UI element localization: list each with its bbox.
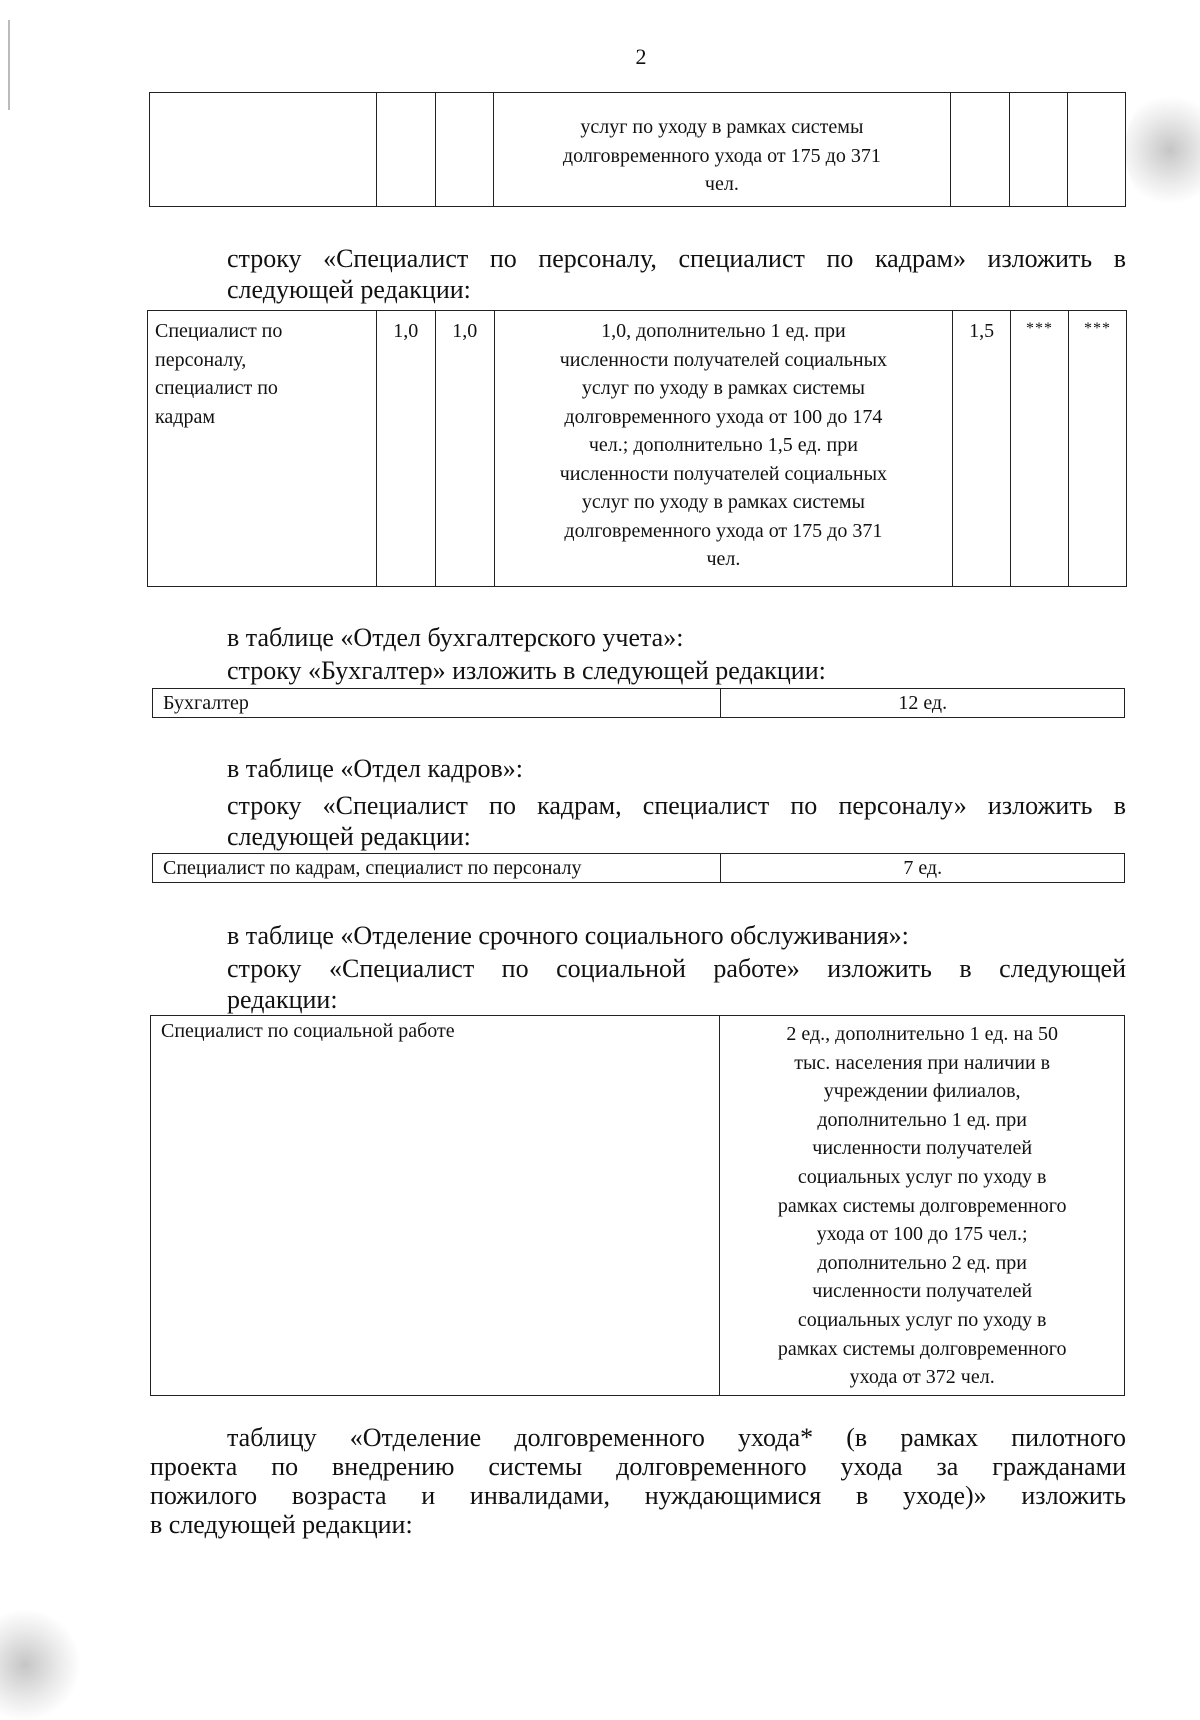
paragraph-line: таблицу «Отделение долговременного ухода* (в рамках пилотного [227, 1423, 1126, 1452]
paragraph-line: следующей редакции: [227, 275, 471, 304]
value-line: численности получателей [812, 1137, 1033, 1160]
value-line: социальных услуг по уходу в [797, 1165, 1047, 1188]
table-row [153, 689, 1125, 718]
cell-col6 [1010, 93, 1068, 207]
value-line: дополнительно 1 ед. при [817, 1108, 1027, 1131]
cell-col5: 1,5 [953, 311, 1011, 587]
name-line: кадрам [155, 405, 215, 428]
paragraph-line: строку «Специалист по социальной работе» изложить в следующей [227, 954, 1126, 983]
paragraph-personnel-intro [227, 243, 1126, 305]
cell-name [150, 93, 377, 207]
paragraph-urgent-service-table: в таблице «Отделение срочного социального обслуживания»: [227, 921, 909, 950]
description-line: чел.; дополнительно 1,5 ед. при [588, 434, 858, 456]
description-line: численности получателей социальных [559, 348, 888, 371]
description-line: услуг по уходу в рамках системы [580, 116, 864, 138]
value-line: рамках системы долговременного [777, 1194, 1067, 1217]
table-continued [149, 92, 1126, 207]
table-row [153, 854, 1125, 883]
name-line: Специалист по [155, 320, 283, 342]
value-line: социальных услуг по уходу в [797, 1308, 1047, 1331]
cell-col7 [1068, 93, 1126, 207]
paragraph-line: в следующей редакции: [150, 1510, 413, 1539]
cell-col2: 1,0 [376, 311, 435, 587]
scan-smudge-top-right [1125, 90, 1200, 210]
cell-col5 [951, 93, 1010, 207]
page-number: 2 [635, 44, 647, 69]
cell-col3 [435, 93, 493, 207]
paragraph-line: следующей редакции: [227, 822, 471, 851]
value-line: дополнительно 2 ед. при [817, 1251, 1027, 1274]
cell-value: 12 ед. [721, 689, 1125, 718]
paragraph-line: проекта по внедрению системы долговременного ухода за гражданами [150, 1452, 1126, 1481]
value-line: ухода от 372 чел. [849, 1366, 995, 1389]
paragraph-line: пожилого возраста и инвалидами, нуждающимися в уходе)» изложить [150, 1481, 1126, 1510]
table-hr [152, 853, 1125, 883]
value-line: 2 ед., дополнительно 1 ед. на 50 [786, 1023, 1058, 1045]
paragraph-line: строку «Специалист по кадрам, специалист по персоналу» изложить в [227, 791, 1126, 820]
paragraph-line: строку «Специалист по персоналу, специалист по кадрам» изложить в [227, 244, 1126, 273]
cell-description [493, 93, 951, 207]
name-line: специалист по [155, 377, 278, 399]
description-line: услуг по уходу в рамках системы [581, 377, 865, 399]
cell-name: Бухгалтер [153, 689, 721, 718]
table-row [150, 93, 1126, 207]
paragraph-accounting-table: в таблице «Отдел бухгалтерского учета»: [227, 623, 684, 652]
table-social-worker [150, 1015, 1125, 1396]
description-line: чел. [706, 548, 741, 570]
cell-col6: *** [1011, 311, 1069, 587]
value-line: учреждении филиалов, [823, 1080, 1021, 1103]
cell-description [494, 311, 952, 587]
description-line: численности получателей социальных [559, 462, 888, 485]
paragraph-long-term-care-table [150, 1423, 1126, 1539]
cell-col2 [376, 93, 435, 207]
paragraph-line: редакции: [227, 985, 338, 1014]
scan-smudge-bottom-left [0, 1610, 80, 1720]
cell-name [148, 311, 377, 587]
table-row [148, 311, 1127, 587]
paragraph-hr-table: в таблице «Отдел кадров»: [227, 754, 523, 783]
cell-value: 7 ед. [721, 854, 1125, 883]
paragraph-hr-intro [227, 790, 1126, 852]
name-line: персоналу, [155, 348, 247, 371]
cell-value [720, 1016, 1125, 1396]
description-line: 1,0, дополнительно 1 ед. при [601, 320, 846, 342]
value-line: ухода от 100 до 175 чел.; [816, 1223, 1028, 1246]
paragraph-social-worker-intro [227, 953, 1126, 1015]
table-row [151, 1016, 1125, 1396]
cell-col7: *** [1069, 311, 1127, 587]
value-line: численности получателей [812, 1280, 1033, 1303]
paragraph-accountant-row: строку «Бухгалтер» изложить в следующей редакции: [227, 656, 826, 685]
table-accountant [152, 688, 1125, 718]
description-line: долговременного ухода от 175 до 371 [562, 144, 881, 167]
cell-name: Специалист по социальной работе [151, 1016, 720, 1396]
value-line: рамках системы долговременного [777, 1337, 1067, 1360]
description-line: долговременного ухода от 100 до 174 [564, 405, 883, 428]
description-line: долговременного ухода от 175 до 371 [564, 519, 883, 542]
description-line: услуг по уходу в рамках системы [581, 491, 865, 513]
table-personnel [147, 310, 1127, 587]
value-line: тыс. населения при наличии в [794, 1051, 1051, 1074]
description-line: чел. [704, 173, 739, 195]
cell-col3: 1,0 [435, 311, 494, 587]
cell-name: Специалист по кадрам, специалист по персоналу [153, 854, 721, 883]
